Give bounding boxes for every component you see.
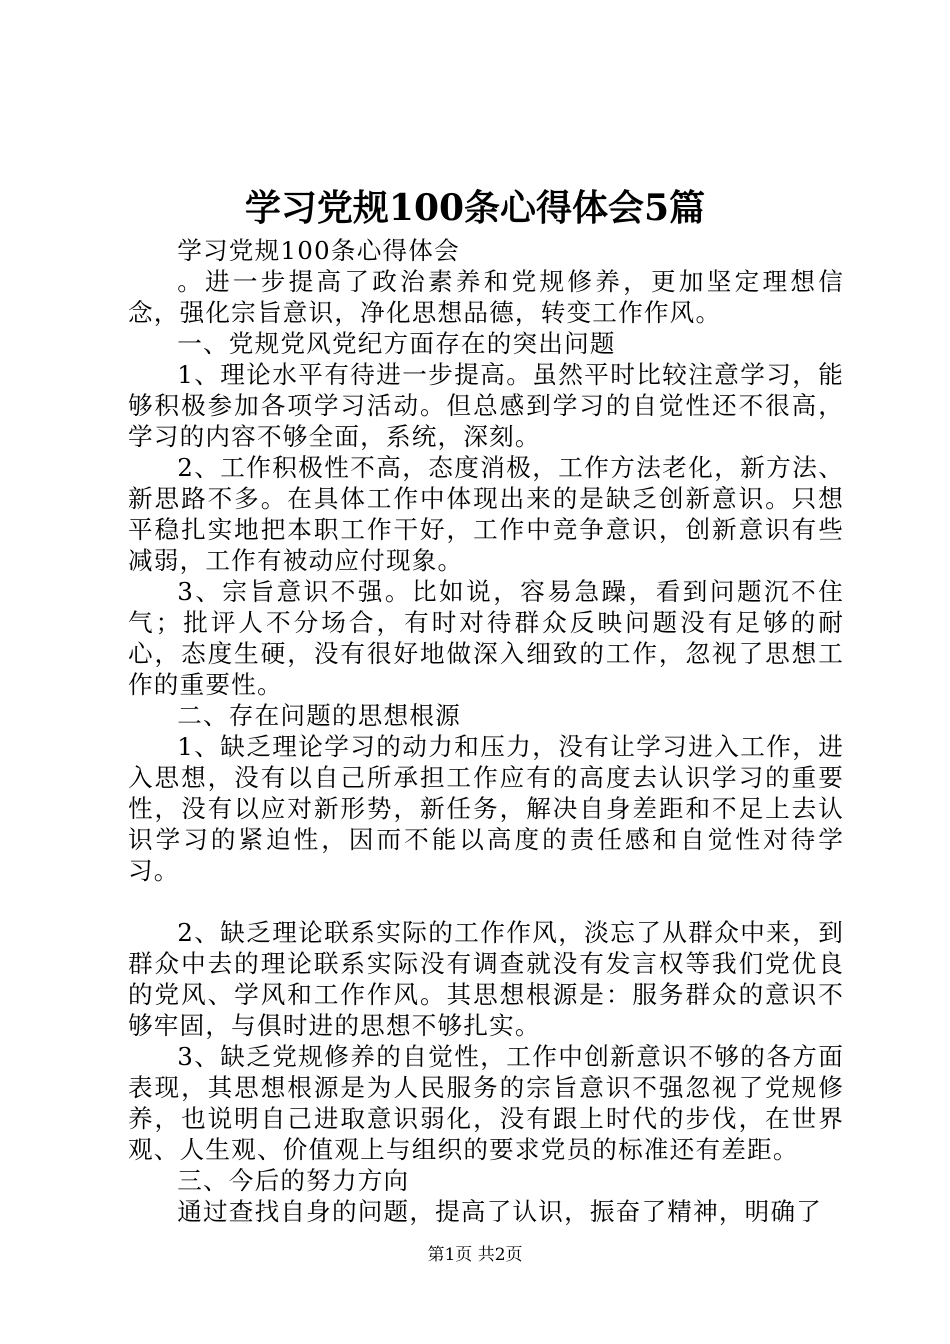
paragraph-subtitle: 学习党规100条心得体会 [177,236,460,265]
document-body [128,235,844,1227]
paragraph-1-3: 3、宗旨意识不强。比如说，容易急躁，看到问题沉不住气；批评人不分场合，有时对待群众反映问题没有足够的耐心，态度生硬，没有很好地做深入细致的工作，忽视了思想工作的重要性。 [128,577,844,699]
paragraph-2-3: 3、缺乏党规修养的自觉性，工作中创新意识不够的各方面表现，其思想根源是为人民服务的宗旨意识不强忽视了党规修养，也说明自己进取意识弱化，没有跟上时代的步伐，在世界观、人生观、价值观上与组织的要求党员的标准还有差距。 [128,1042,844,1164]
document-title: 学习党规100条心得体会5篇 [244,187,706,229]
paragraph-3-1: 通过查找自身的问题，提高了认识，振奋了精神，明确了 [177,1197,823,1226]
paragraph-intro: 。进一步提高了政治素养和党规修养，更加坚定理想信念，强化宗旨意识，净化思想品德，转变工作作风。 [128,267,844,327]
section-heading-3: 三、今后的努力方向 [177,1166,410,1195]
paragraph-2-1: 1、缺乏理论学习的动力和压力，没有让学习进入工作，进入思想，没有以自己所承担工作应有的高度去认识学习的重要性，没有以应对新形势，新任务，解决自身差距和不足上去认识学习的紧迫性，因而不能以高度的责任感和自觉性对待学习。 [128,732,844,885]
paragraph-2-2: 2、缺乏理论联系实际的工作作风，淡忘了从群众中来，到群众中去的理论联系实际没有调查就没有发言权等我们党优良的党风、学风和工作作风。其思想根源是：服务群众的意识不够牢固，与俱时进的思想不够扎实。 [128,918,844,1040]
page-footer: 第1页 共2页 [427,1245,523,1265]
paragraph-1-1: 1、理论水平有待进一步提高。虽然平时比较注意学习，能够积极参加各项学习活动。但总感到学习的自觉性还不很高，学习的内容不够全面，系统，深刻。 [128,360,844,451]
paragraph-1-2: 2、工作积极性不高，态度消极，工作方法老化，新方法、新思路不多。在具体工作中体现出来的是缺乏创新意识。只想平稳扎实地把本职工作干好，工作中竞争意识，创新意识有些减弱，工作有被动应付现象。 [128,453,844,575]
section-heading-2: 二、存在问题的思想根源 [177,701,461,730]
section-heading-1: 一、党规党风党纪方面存在的突出问题 [177,329,616,358]
